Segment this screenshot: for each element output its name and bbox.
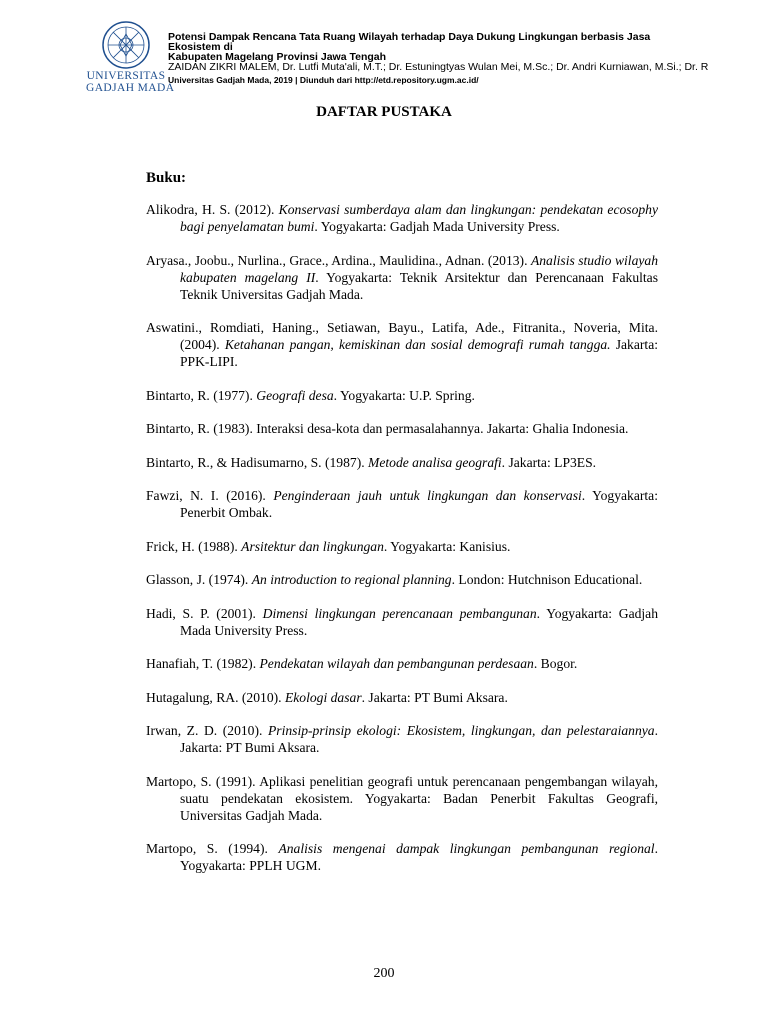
ugm-seal-icon	[101, 20, 151, 70]
reference-item: Bintarto, R., & Hadisumarno, S. (1987). Metode analisa geografi. Jakarta: LP3ES.	[146, 454, 597, 470]
reference-item: Alikodra, H. S. (2012). Konservasi sumberdaya alam dan lingkungan: pendekatan ecosophy bagi penyelamatan bumi. Yogyakarta: Gadjah Mada University Press.	[146, 202, 658, 234]
header-title-line1: Potensi Dampak Rencana Tata Ruang Wilayah terhadap Daya Dukung Lingkungan berbasis Jasa	[168, 32, 651, 43]
reference-item: Bintarto, R. (1983). Interaksi desa-kota dan permasalahannya. Jakarta: Ghalia Indonesia.	[146, 421, 629, 436]
header-meta: Universitas Gadjah Mada, 2019 | Diunduh dari http://etd.repository.ugm.ac.id/	[168, 75, 479, 85]
reference-list	[146, 201, 658, 891]
document-header	[168, 32, 768, 87]
reference-item: Hanafiah, T. (1982). Pendekatan wilayah dan pembangunan perdesaan. Bogor.	[146, 656, 578, 671]
header-authors: ZAIDAN ZIKRI MALEM, Dr. Lutfi Muta'ali, M.T.; Dr. Estuningtyas Wulan Mei, M.Sc.; Dr. Andri Kurniawan, M.Si.; Dr. R	[168, 61, 709, 73]
page-number: 200	[373, 966, 395, 981]
reference-item: Irwan, Z. D. (2010). Prinsip-prinsip ekologi: Ekosistem, lingkungan, dan pelestaraiannya. Jakarta: PT Bumi Aksara.	[146, 723, 658, 755]
reference-item: Frick, H. (1988). Arsitektur dan lingkungan. Yogyakarta: Kanisius.	[146, 538, 511, 554]
reference-item: Aswatini., Romdiati, Haning., Setiawan, Bayu., Latifa, Ade., Fitranita., Noveria, Mita. (2004). Ketahanan pangan, kemiskinan dan sosial demografi rumah tangga. Jakarta: PPK-LIPI.	[146, 320, 659, 369]
page-heading: DAFTAR PUSTAKA	[316, 104, 452, 120]
university-logo	[86, 20, 175, 104]
logo-text-line2: GADJAH MADA	[86, 82, 175, 94]
section-label: Buku:	[146, 170, 187, 186]
reference-item: Hutagalung, RA. (2010). Ekologi dasar. Jakarta: PT Bumi Aksara.	[146, 689, 508, 705]
header-title-line3: Kabupaten Magelang Provinsi Jawa Tengah	[168, 51, 387, 63]
reference-item: Martopo, S. (1994). Analisis mengenai dampak lingkungan pembangunan regional. Yogyakarta: PPLH UGM.	[146, 841, 658, 873]
reference-item: Hadi, S. P. (2001). Dimensi lingkungan perencanaan pembangunan. Yogyakarta: Gadjah Mada University Press.	[146, 605, 659, 638]
reference-item: Martopo, S. (1991). Aplikasi penelitian geografi untuk perencanaan pengembangan wilayah, suatu pendekatan ekosistem. Yogyakarta: Badan Penerbit Fakultas Geografi, Universitas Gadjah Mada.	[146, 773, 658, 823]
reference-item: Aryasa., Joobu., Nurlina., Grace., Ardina., Maulidina., Adnan. (2013). Analisis studio wilayah kabupaten magelang II. Yogyakarta: Teknik Arsitektur dan Perencanaan Fakultas Teknik Universitas Gadjah Mada.	[146, 252, 658, 302]
header-title-line2: Ekosistem di	[168, 41, 233, 53]
logo-text-line1: UNIVERSITAS	[86, 70, 166, 82]
reference-item: Bintarto, R. (1977). Geografi desa. Yogyakarta: U.P. Spring.	[146, 387, 475, 403]
reference-item: Glasson, J. (1974). An introduction to regional planning. London: Hutchnison Educational.	[146, 572, 643, 587]
reference-item: Fawzi, N. I. (2016). Penginderaan jauh untuk lingkungan dan konservasi. Yogyakarta: Penerbit Ombak.	[146, 488, 658, 520]
